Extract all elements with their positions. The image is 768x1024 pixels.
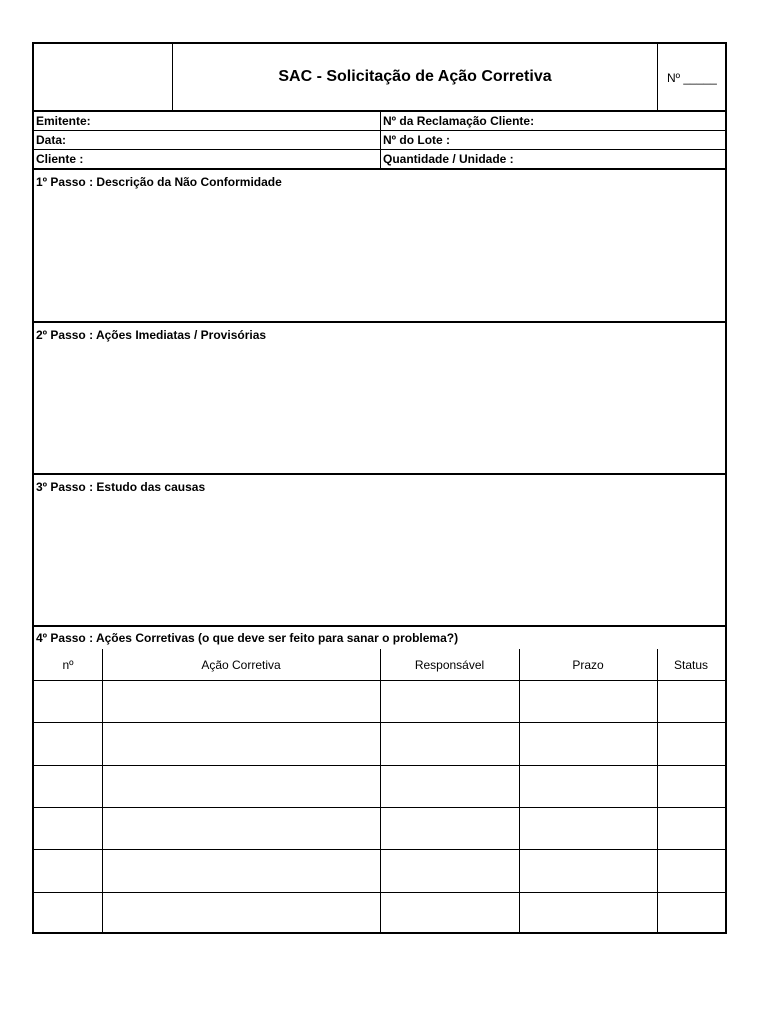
table-row-line	[34, 892, 725, 893]
col-header-deadline: Prazo	[572, 658, 604, 672]
step3-heading: 3º Passo : Estudo das causas	[36, 480, 206, 494]
reclamacao-label: Nº da Reclamação Cliente:	[383, 114, 535, 128]
sac-form	[32, 42, 727, 934]
step1-bottom-line	[34, 321, 725, 323]
form-title: SAC - Solicitação de Ação Corretiva	[278, 68, 552, 85]
table-row-line	[34, 849, 725, 850]
form-number: Nº _____	[667, 71, 717, 85]
col-header-action: Ação Corretiva	[201, 658, 281, 672]
table-row-line	[34, 722, 725, 723]
table-row-line	[34, 807, 725, 808]
corrective-action-table	[34, 649, 725, 934]
step3-bottom-line	[34, 625, 725, 627]
info-bottom-line	[34, 168, 725, 170]
quantidade-label: Quantidade / Unidade :	[383, 152, 514, 166]
col-header-status: Status	[673, 658, 709, 672]
info-row-line-2	[34, 149, 725, 150]
col-header-number: nº	[62, 658, 74, 672]
info-center-divider	[380, 110, 381, 169]
step2-heading: 2º Passo : Ações Imediatas / Provisórias	[36, 328, 267, 342]
lote-label: Nº do Lote :	[383, 133, 451, 147]
step2-bottom-line	[34, 473, 725, 475]
table-header-line	[34, 680, 725, 681]
emitente-label: Emitente:	[36, 114, 91, 128]
data-label: Data:	[36, 133, 67, 147]
step4-heading: 4º Passo : Ações Corretivas (o que deve ser feito para sanar o problema?)	[36, 631, 459, 645]
step1-heading: 1º Passo : Descrição da Não Conformidade	[36, 175, 282, 189]
table-row-line	[34, 765, 725, 766]
col-header-responsible: Responsável	[414, 658, 485, 672]
cliente-label: Cliente :	[36, 152, 84, 166]
info-row-line-1	[34, 130, 725, 131]
